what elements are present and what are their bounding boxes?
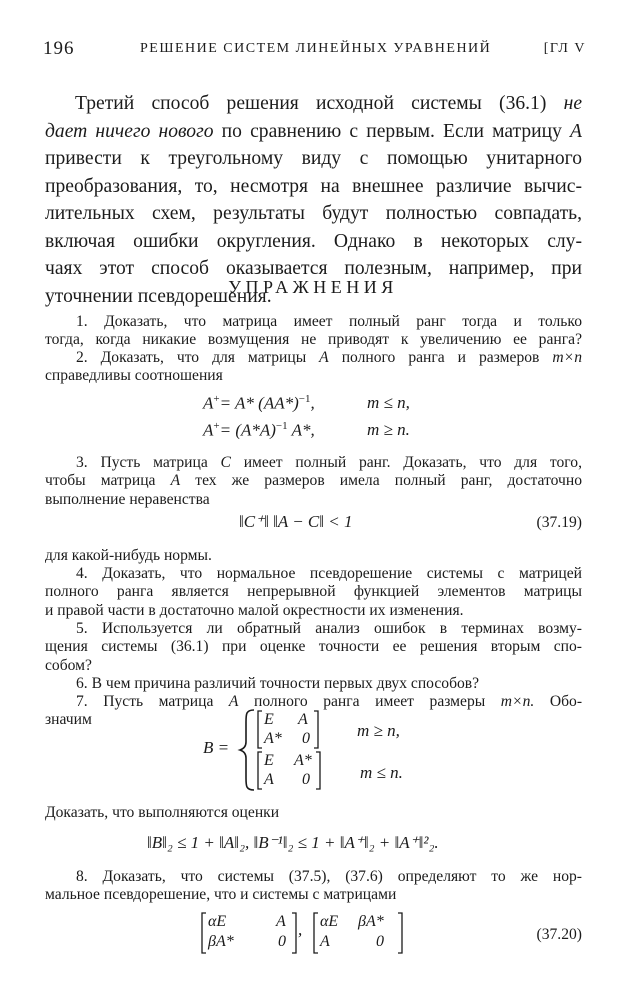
exercise-3-tail: для какой-нибудь нормы. xyxy=(45,547,212,564)
exercise-3: 3. Пусть матрица C имеет полный ранг. Доказать, что для того, чтобы матрица A тех же размеров имела полный ранг, достаточно выполнение неравенства xyxy=(45,454,583,508)
running-title: РЕШЕНИЕ СИСТЕМ ЛИНЕЙНЫХ УРАВНЕНИЙ xyxy=(140,41,492,56)
exercise-6: 6. В чем причина различий точности первых двух способов? xyxy=(76,675,480,692)
formula-norm-bounds: ‖B‖₂ ≤ 1 + ‖A‖₂, ‖B⁻¹‖₂ ≤ 1 + ‖A⁺‖₂ + ‖A⁺‖²₂. xyxy=(147,833,439,852)
equation-number-37-19: (37.19) xyxy=(536,514,582,531)
formula-pseudoinverse-2: $A^+= (A*A)^{-1}$ A*, xyxy=(203,420,315,440)
intro-line: дает ничего нового по сравнению с первым. Если матрицу A xyxy=(45,120,582,142)
exercise-5: 5. Используется ли обратный анализ ошибок в терминах возму- щения системы (36.1) при оценке точности ее решения вторым спо- собом? xyxy=(45,620,582,674)
intro-line: уточнении псевдорешения. xyxy=(45,285,272,307)
intro-line: преобразования, то, несмотря на внешнее различие вычис- xyxy=(45,175,582,197)
running-header xyxy=(43,38,586,60)
intro-line: Третий способ решения исходной системы (36.1) не xyxy=(75,93,583,114)
exercise-1: 1. Доказать, что матрица имеет полный ранг тогда и только тогда, когда никакие возмущения не приводят к увеличению ее ранга? xyxy=(45,313,582,349)
intro-line: включая ошибки округления. Однако в некоторых слу- xyxy=(45,230,582,252)
matrix-b-condition-2: m ≤ n. xyxy=(360,763,403,782)
page-number: 196 xyxy=(43,38,75,59)
exercise-7: 7. Пусть матрица A полного ранга имеет размеры m×n. Обо- значим xyxy=(45,693,583,729)
formula-pseudoinverse-1: A+= A* $(AA*)^{-1}$, xyxy=(203,393,315,413)
chapter-label: [ГЛ V xyxy=(543,41,586,56)
intro-line: привести к треугольному виду с помощью унитарного xyxy=(45,148,582,169)
formula-condition-2: m ≥ n. xyxy=(367,420,410,439)
formula-condition-1: m ≤ n, xyxy=(367,393,410,412)
formula-37-19: ‖C⁺‖ ‖A − C‖ < 1 xyxy=(239,512,353,531)
matrices-37-20: αE A βA* 0 , αE βA* A 0 xyxy=(200,912,410,956)
exercise-7-tail: Доказать, что выполняются оценки xyxy=(45,804,280,821)
matrix-b-condition-1: m ≥ n, xyxy=(357,721,400,740)
equation-number-37-20: (37.20) xyxy=(536,926,582,943)
exercise-4: 4. Доказать, что нормальное псевдорешение системы с матрицей полного ранга является непрерывной функцией элементов матрицы и правой части в достаточно малой окрестности их изменения. xyxy=(45,565,582,619)
exercise-8: 8. Доказать, что системы (37.5), (37.6) определяют то же нор- мальное псевдорешение, что и системы с матрицами xyxy=(45,868,582,904)
intro-line: чаях этот способ оказывается полезным, например, при xyxy=(45,258,582,279)
intro-line: лительных схем, результаты будут полностью совпадать, xyxy=(45,203,582,224)
section-title: УПРАЖНЕНИЯ xyxy=(228,277,398,297)
exercise-2: 2. Доказать, что для матрицы A полного ранга и размеров m×n справедливы соотношения xyxy=(45,349,582,385)
matrix-b-label: B = xyxy=(203,738,230,757)
matrix-b-cases: E A A* 0 E A* A 0 xyxy=(240,708,360,792)
